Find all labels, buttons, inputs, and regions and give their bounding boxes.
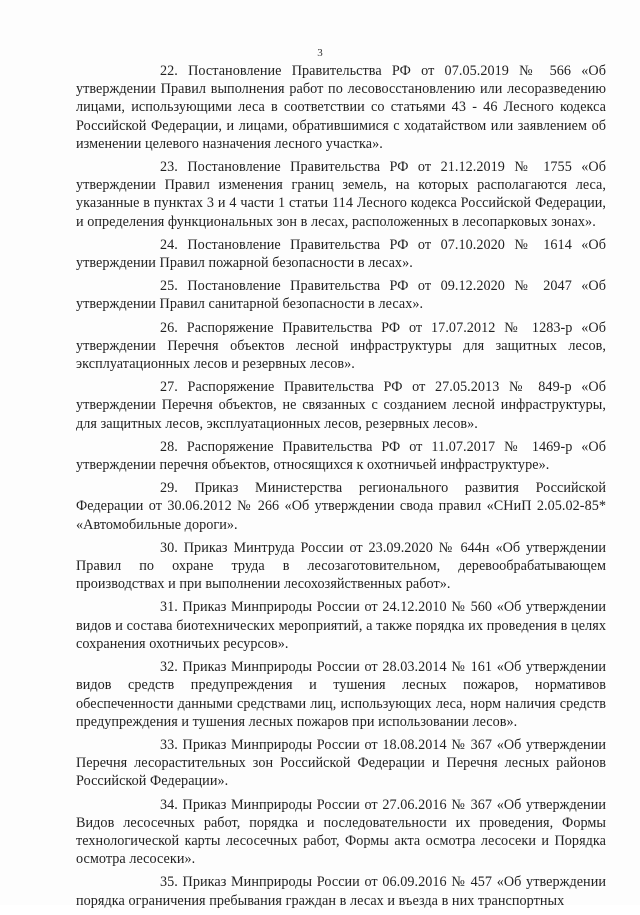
list-item <box>76 736 606 791</box>
item-number: 32. <box>160 659 178 676</box>
item-number: 34. <box>160 796 178 813</box>
list-item <box>76 158 606 231</box>
document-body <box>76 62 606 915</box>
item-number: 24. <box>160 236 178 253</box>
item-number: 27. <box>160 379 178 396</box>
item-text: Постановление Правительства РФ от 09.12.2020 № 2047 «Об утверждении Правил санитарной безопасности в лесах». <box>76 278 606 313</box>
item-number: 25. <box>160 278 178 295</box>
item-text: Приказ Минприроды России от 24.12.2010 № 560 «Об утверждении видов и состава биотехнических мероприятий, а также порядка их проведения в целях сохранения охотничьих ресурсов». <box>76 599 606 652</box>
item-text: Постановление Правительства РФ от 07.10.2020 № 1614 «Об утверждении Правил пожарной безопасности в лесах». <box>76 236 606 272</box>
list-item <box>76 479 606 534</box>
item-number: 29. <box>160 480 178 497</box>
list-item <box>76 796 606 869</box>
item-text: Распоряжение Правительства РФ от 27.05.2013 № 849-р «Об утверждении Перечня объектов, не связанных с созданием лесной инфраструктуры, для защитных лесов, эксплуатационных лесов, резервных лесов». <box>76 379 606 432</box>
item-number: 22. <box>160 63 178 79</box>
item-number: 30. <box>160 539 178 556</box>
list-item <box>76 598 606 653</box>
item-text: Приказ Министерства регионального развития Российской Федерации от 30.06.2012 № 266 «Об утверждении свода правил «СНиП 2.05.02-85* «Автомобильные дороги». <box>76 480 606 533</box>
list-item <box>76 236 606 272</box>
item-text: Приказ Минприроды России от 28.03.2014 № 161 «Об утверждении видов средств предупреждения и тушения лесных пожаров, нормативов обеспеченности данными средствами лиц, использующих леса, норм наличия средств предупреждения и тушения лесных пожаров при использовании лесов». <box>76 659 606 730</box>
item-number: 31. <box>160 599 178 616</box>
list-item <box>76 62 606 153</box>
item-text: Постановление Правительства РФ от 21.12.2019 № 1755 «Об утверждении Правил изменения границ земель, на которых располагаются леса, указанные в пунктах 3 и 4 части 1 статьи 114 Лесного кодекса Российской Федерации, и определения функциональных зон в лесах, расположенных в лесопарковых зонах». <box>76 159 606 230</box>
list-item <box>76 658 606 731</box>
list-item <box>76 539 606 594</box>
list-item <box>76 319 606 374</box>
item-text: Приказ Минприроды России от 18.08.2014 № 367 «Об утверждении Перечня лесорастительных зон Российской Федерации и Перечня лесных районов Российской Федерации». <box>76 736 606 790</box>
item-text: Приказ Минприроды России от 27.06.2016 № 367 «Об утверждении Видов лесосечных работ, порядка и последовательности их проведения, Формы технологической карты лесосечных работ, Формы акта осмотра лесосеки и Порядка осмотра лесосеки». <box>76 796 606 868</box>
item-text: Приказ Минтруда России от 23.09.2020 № 644н «Об утверждении Правил по охране труда в лесозаготовительном, деревообрабатывающем производствах и при выполнении лесохозяйственных работ». <box>76 539 606 593</box>
item-number: 26. <box>160 319 178 336</box>
list-item <box>76 378 606 433</box>
item-number: 23. <box>160 159 178 176</box>
page-number: 3 <box>317 47 323 59</box>
item-number: 33. <box>160 736 178 753</box>
item-text: Постановление Правительства РФ от 07.05.2019 № 566 «Об утверждении Правил выполнения работ по лесовосстановлению или лесоразведению лицами, использующими леса в соответствии со статьями 43 - 46 Лесного кодекса Российской Федерации, и лицами, обратившимися с ходатайством или заявлением об изменении целевого назначения лесного участка». <box>76 63 606 152</box>
list-item <box>76 438 606 474</box>
list-item <box>76 277 606 313</box>
item-text: Приказ Минприроды России от 06.09.2016 № 457 «Об утверждении порядка ограничения пребывания граждан в лесах и въезда в них транспортных <box>76 874 606 909</box>
item-number: 28. <box>160 438 178 455</box>
item-number: 35. <box>160 874 178 891</box>
item-text: Распоряжение Правительства РФ от 11.07.2017 № 1469-р «Об утверждении перечня объектов, относящихся к охотничьей инфраструктуре». <box>76 438 606 474</box>
item-text: Распоряжение Правительства РФ от 17.07.2012 № 1283-р «Об утверждении Перечня объектов лесной инфраструктуры для защитных лесов, эксплуатационных лесов и резервных лесов». <box>76 319 606 373</box>
list-item <box>76 873 606 909</box>
